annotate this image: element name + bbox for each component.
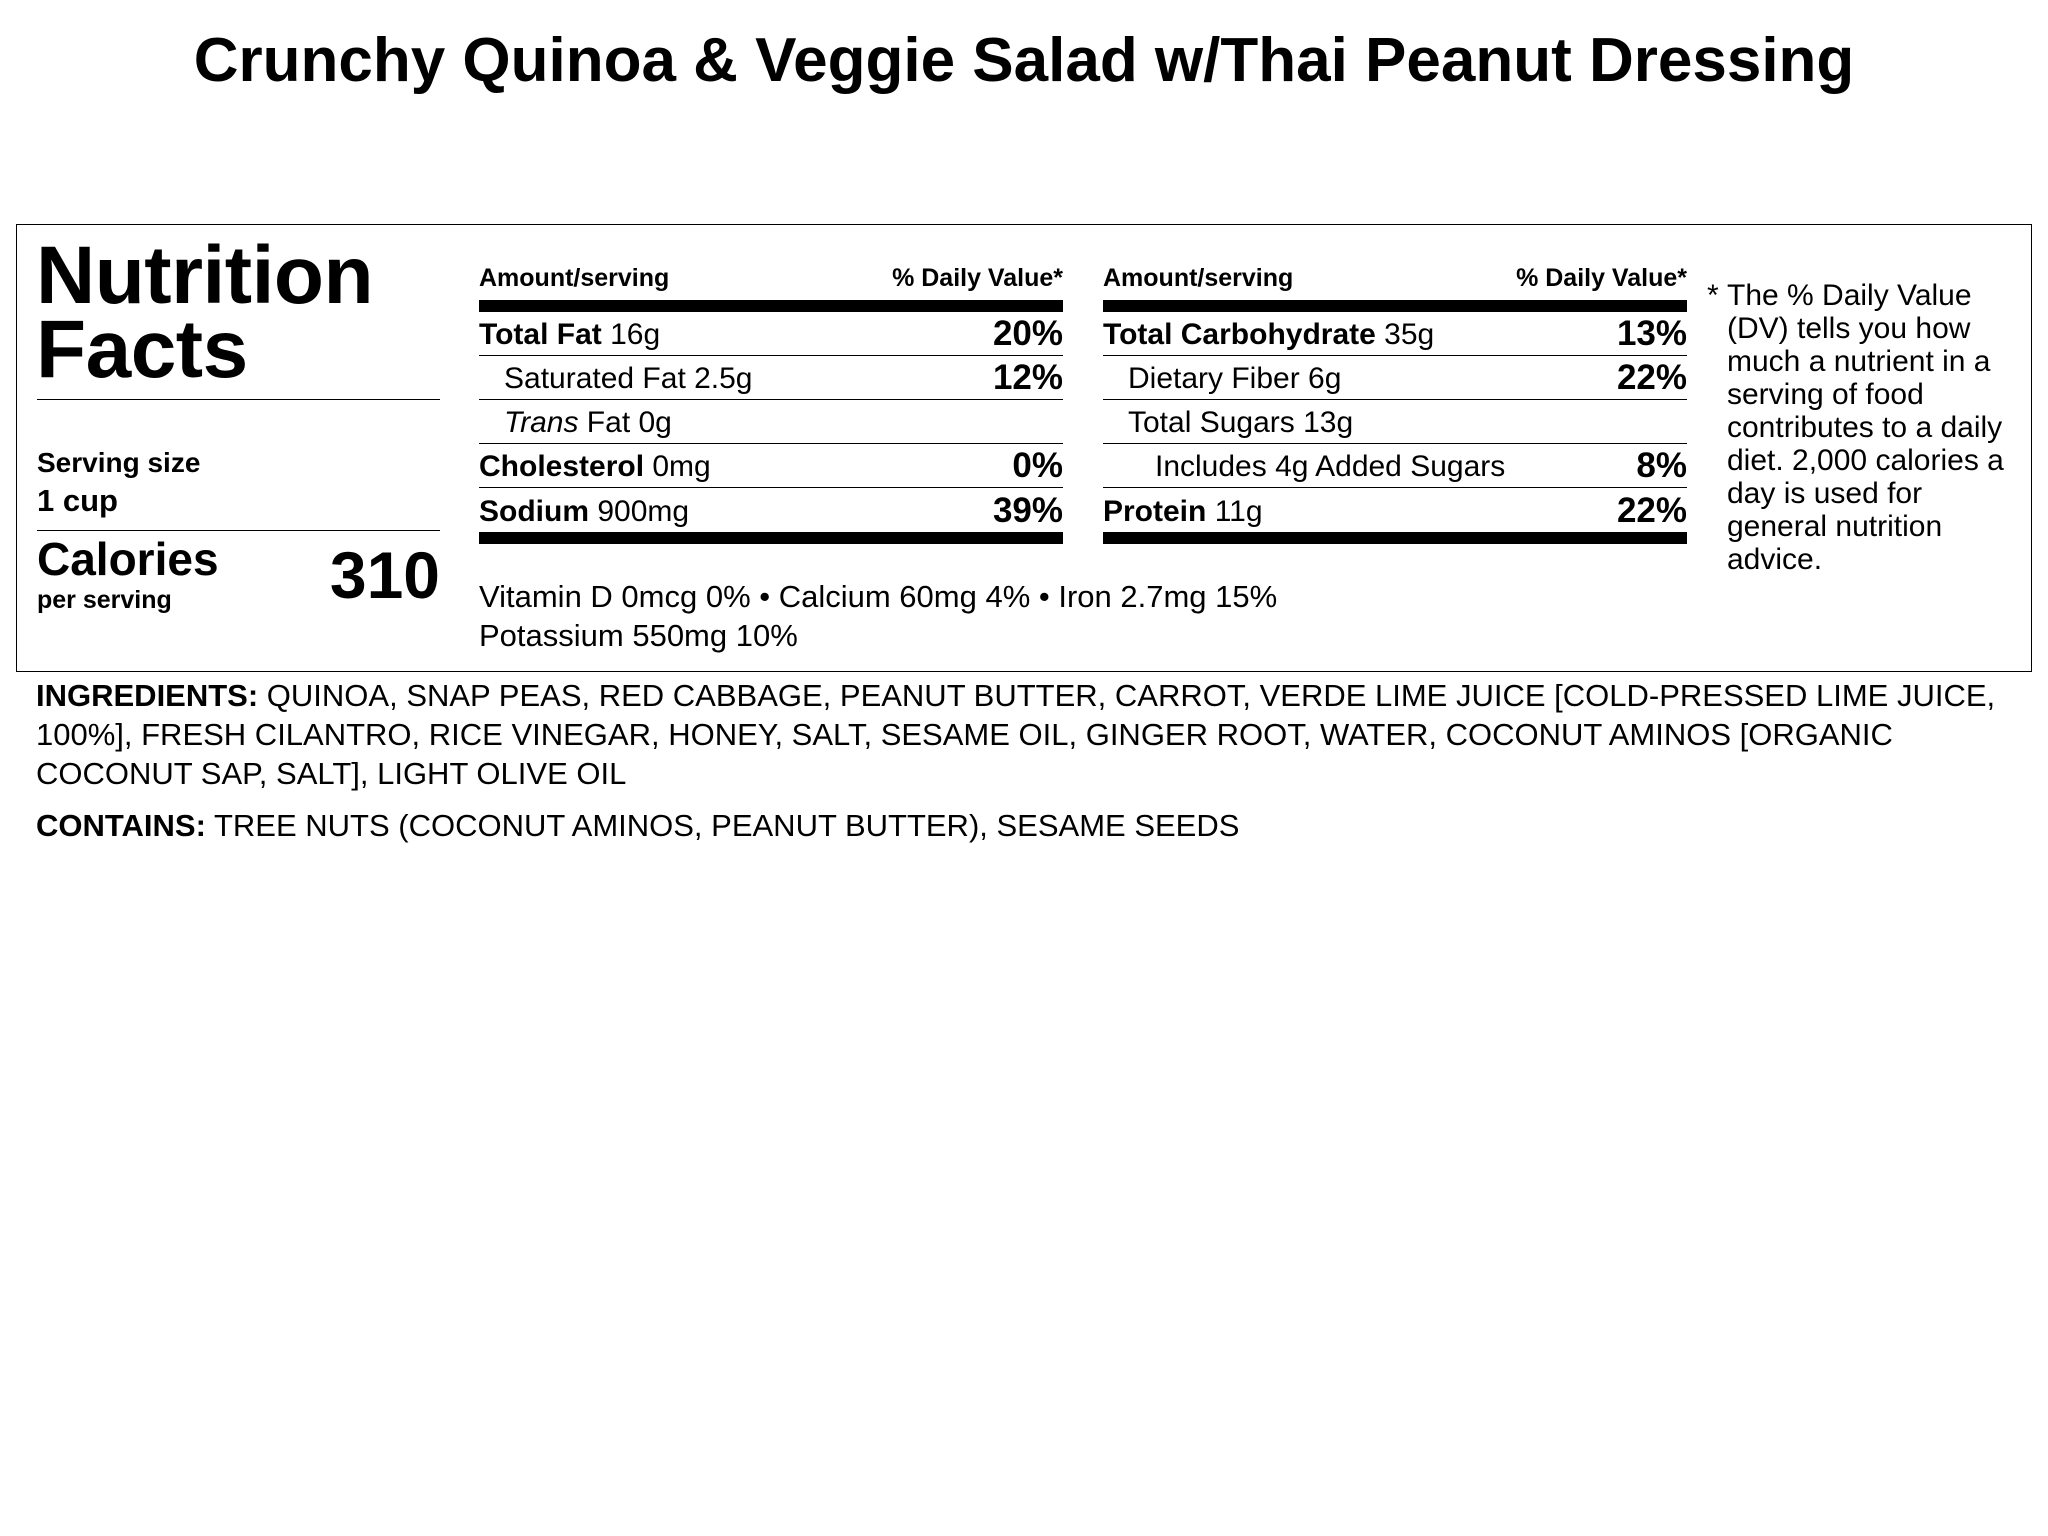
divider <box>37 399 440 400</box>
contains-label: CONTAINS: <box>36 808 206 843</box>
nutrient-dv: 13% <box>1616 314 1687 353</box>
nutrient-amount: 16g <box>601 318 661 351</box>
allergen-statement <box>36 806 1996 845</box>
nutrient-name: Total Carbohydrate <box>1103 318 1376 351</box>
thick-rule <box>1103 300 1687 312</box>
recipe-title: Crunchy Quinoa & Veggie Salad w/Thai Peanut Dressing <box>193 26 1855 95</box>
nutrient-dv: 20% <box>992 314 1063 353</box>
daily-value-header: % Daily Value* <box>1516 264 1687 292</box>
nutrient-row-dietary-fiber <box>1103 356 1687 400</box>
nutrient-row-added-sugars <box>1103 444 1687 488</box>
nutrient-dv: 12% <box>992 358 1063 397</box>
nutrient-table-right <box>1103 263 1687 544</box>
nutrient-dv: 8% <box>1636 446 1687 485</box>
nutrient-name: Sodium <box>479 495 589 528</box>
nutrient-dv: 0% <box>1012 446 1063 485</box>
vitamins-line-1: Vitamin D 0mcg 0% • Calcium 60mg 4% • Iron 2.7mg 15% <box>479 579 1278 614</box>
nutrient-name: Cholesterol <box>479 450 645 483</box>
ingredients-text: QUINOA, SNAP PEAS, RED CABBAGE, PEANUT BUTTER, CARROT, VERDE LIME JUICE [COLD-PRESSED LIME JUICE, 100%], FRESH CILANTRO, RICE VINEGAR, HONEY, SALT, SESAME OIL, GINGER ROOT, WATER, COCONUT AMINOS [ORGANIC COCONUT SAP, SALT], LIGHT OLIVE OIL <box>36 678 1996 791</box>
nutrient-row-cholesterol <box>479 444 1063 488</box>
nutrient-name: Total Sugars 13g <box>1128 406 1354 439</box>
footnote-text: The % Daily Value (DV) tells you how much a nutrient in a serving of food contributes to a daily diet. 2,000 calories a day is used for general nutrition advice. <box>1727 279 2004 576</box>
nutrient-name: Includes 4g Added Sugars <box>1155 450 1506 483</box>
nutrient-amount: 0mg <box>644 450 711 483</box>
nutrient-table-left <box>479 263 1063 544</box>
nutrient-amount: 11g <box>1206 495 1263 528</box>
nutrition-facts-panel <box>16 224 2032 672</box>
vitamins-minerals <box>479 577 1379 655</box>
amount-serving-header: Amount/serving <box>479 264 670 292</box>
nutrient-row-trans-fat <box>479 400 1063 444</box>
nutrient-row-total-sugars <box>1103 400 1687 444</box>
divider <box>37 530 440 531</box>
nutrient-name: Saturated Fat 2.5g <box>504 362 753 395</box>
nutrition-facts-heading <box>36 230 374 395</box>
nutrient-name: Protein <box>1103 495 1207 528</box>
ingredients-statement <box>36 676 1996 793</box>
nutrient-row-total-fat <box>479 312 1063 356</box>
footnote-asterisk: * <box>1707 279 1719 312</box>
serving-size-label: Serving size <box>37 447 201 478</box>
nutrient-dv: 22% <box>1616 358 1687 397</box>
serving-size-value: 1 cup <box>37 483 118 518</box>
contains-text: TREE NUTS (COCONUT AMINOS, PEANUT BUTTER), SESAME SEEDS <box>205 808 1240 843</box>
thick-rule <box>479 532 1063 544</box>
per-serving-label: per serving <box>37 586 172 614</box>
calories-label: Calories <box>37 533 219 585</box>
daily-value-header: % Daily Value* <box>892 264 1063 292</box>
nutrient-row-protein <box>1103 488 1687 532</box>
table-header <box>479 263 1063 293</box>
nutrient-dv: 22% <box>1616 491 1687 530</box>
nutrient-row-total-carbohydrate <box>1103 312 1687 356</box>
heading-line-2: Facts <box>36 304 248 395</box>
nutrient-amount: Fat 0g <box>578 406 672 439</box>
table-header <box>1103 263 1687 293</box>
nutrient-name: Total Fat <box>479 318 602 351</box>
ingredients-label: INGREDIENTS: <box>36 678 259 713</box>
nutrient-amount: 900mg <box>589 495 690 528</box>
thick-rule <box>1103 532 1687 544</box>
nutrient-name-italic: Trans <box>504 406 579 439</box>
nutrient-dv: 39% <box>992 491 1063 530</box>
nutrient-name: Dietary Fiber 6g <box>1128 362 1342 395</box>
calories-value: 310 <box>329 538 440 612</box>
nutrient-row-sodium <box>479 488 1063 532</box>
vitamins-line-2: Potassium 550mg 10% <box>479 618 798 653</box>
nutrient-row-saturated-fat <box>479 356 1063 400</box>
nutrient-amount: 35g <box>1375 318 1435 351</box>
heading-line-1: Nutrition <box>36 230 374 321</box>
amount-serving-header: Amount/serving <box>1103 264 1294 292</box>
thick-rule <box>479 300 1063 312</box>
